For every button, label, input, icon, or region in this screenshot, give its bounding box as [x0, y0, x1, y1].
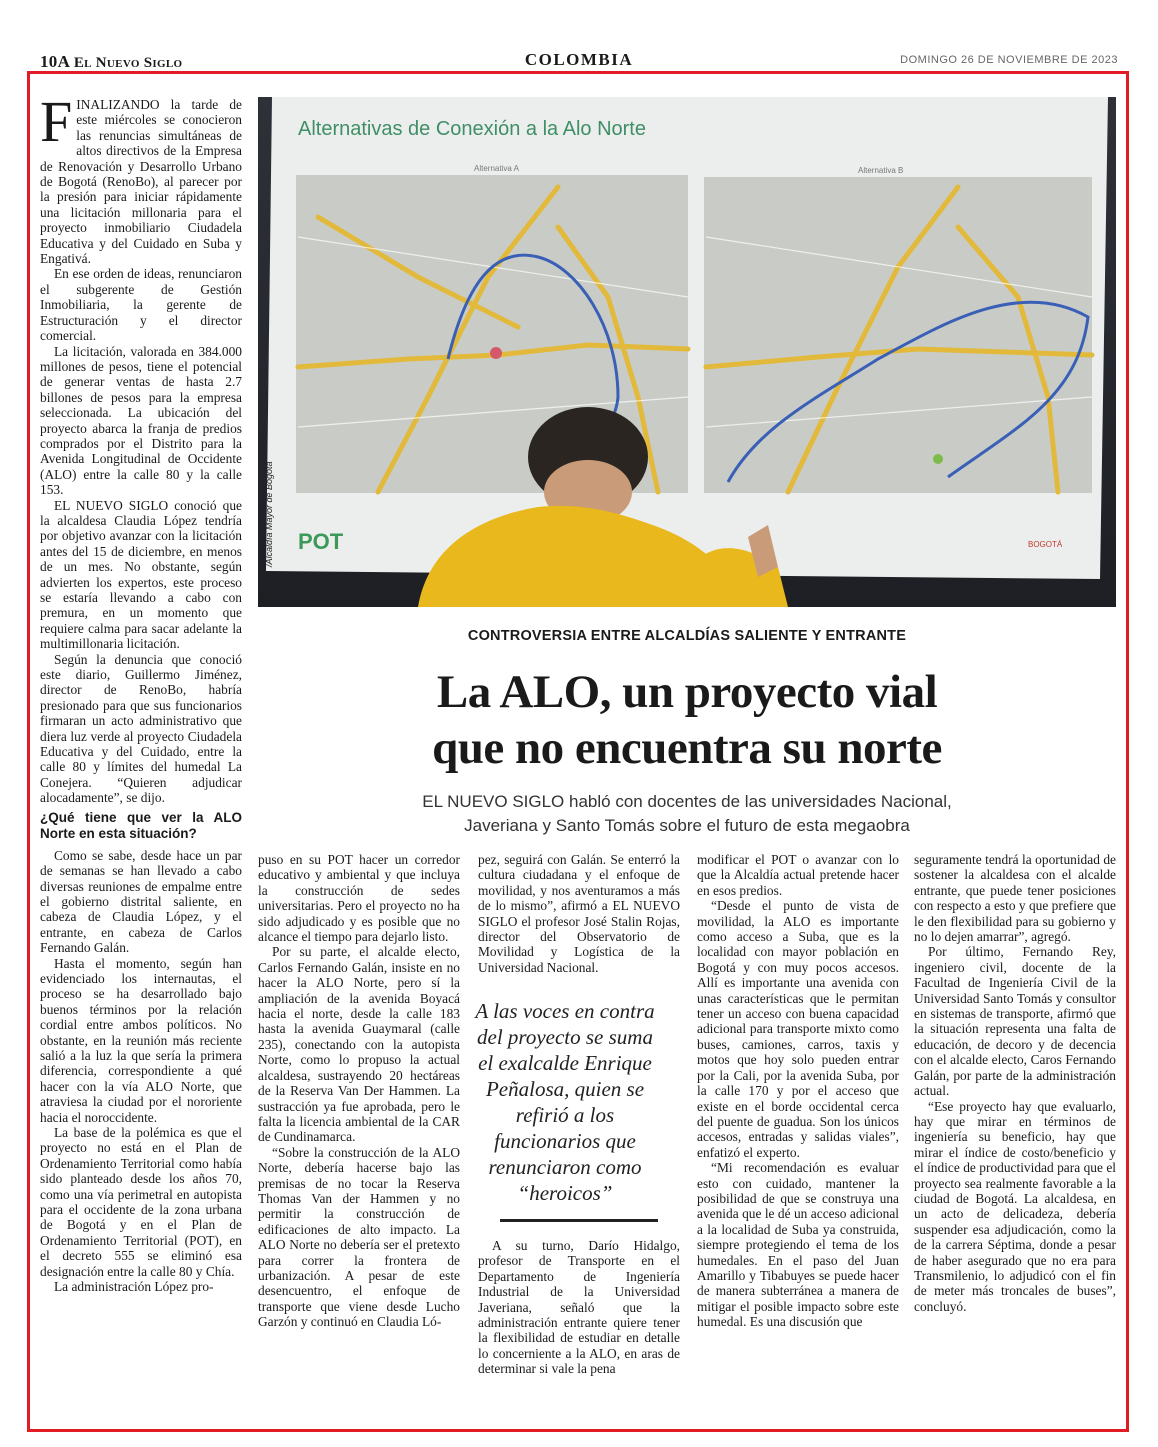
pull-quote-rule — [500, 1219, 658, 1222]
article-column-3 — [478, 852, 680, 975]
body-paragraph: Por último, Fernando Rey, ingeniero civil, docente de la Facultad de Ingeniería Civil de la Universidad Santo Tomás y consultor en sistemas de transporte, afirmó que la situación representa una falta de educación, de decoro y de decencia con el alcalde electo, Caros Fernando Galán, por parte de la administración actual. — [914, 944, 1116, 1099]
body-paragraph: A su turno, Darío Hidalgo, profesor de Transporte en el Departamento de Ingeniería Industrial de la Universidad Javeriana, señaló que la administración entrante quiere tener la flexibilidad de estudiar en detalle lo concerniente a la ALO, en aras de determinar si vale la pena — [478, 1238, 680, 1377]
headline-line-1: La ALO, un proyecto vial — [436, 666, 938, 718]
newspaper-name: El Nuevo Siglo — [73, 55, 183, 71]
pot-logo: POT — [298, 529, 344, 554]
body-paragraph: “Desde el punto de vista de movilidad, la ALO es importante como acceso a Suba, que es la localidad con mayor población en Bogotá y con muy pocos accesos. Allí es importante una avenida con unas características que le permitan tener un acceso con buena capacidad adicional para transporte mixto como buses, camiones, carros, taxis y motos que hoy solo pueden entrar por la Cali, por la avenida Suba, por la calle 170 y por el acceso que existe en el borde occidental cerca del puente de guadua. Son los únicos accesos, entradas y salidas viales”, enfatizó el experto. — [697, 898, 899, 1160]
pull-quote: A las voces en contra del proyecto se suma el exalcalde Enrique Peñalosa, quien se refirió a los funcionarios que renunciaron como “heroicos” — [475, 999, 655, 1205]
body-paragraph: pez, seguirá con Galán. Se enterró la cultura ciudadana y el enfoque de movilidad, y nos aventuramos a más de lo mismo”, afirmó a EL NUEVO SIGLO el profesor José Stalin Rojas, director del Observatorio de Movilidad y Logística de la Universidad Nacional. — [478, 852, 680, 975]
article-column-3-lower — [478, 1238, 680, 1377]
body-paragraph: “Sobre la construcción de la ALO Norte, debería hacerse bajo las premisas de no tocar la Reserva Thomas Van der Hammen y no permitir la construcción de edificaciones de alto impacto. La ALO Norte no debería ser el pretexto para correr la frontera de urbanización. A pesar de este desencuentro, el enfoque de transporte que viene desde Lucho Garzón y continuó en Claudia Ló- — [258, 1144, 460, 1330]
headline-line-2: que no encuentra su norte — [432, 722, 942, 774]
body-paragraph: Según la denuncia que conoció este diario, Guillermo Jiménez, director de RenoBo, habría presionado para que sus funcionarios firmaran un acto administrativo que diera luz verde al proyecto Ciudadela Educativa y del Cuidado, entre la calle 80 y límites del humedal La Conejera. “Quieren adjudicar alocadamente”, se dijo. — [40, 651, 242, 806]
panel-a-label: Alternativa A — [474, 164, 519, 173]
drop-cap: F — [40, 89, 73, 154]
article-column-4 — [697, 852, 899, 1330]
photo-credit: /Alcaldía Mayor de Bogotá — [264, 461, 274, 567]
deck-line-2: Javeriana y Santo Tomás sobre el futuro de esta megaobra — [464, 816, 910, 835]
map-presentation-photo — [258, 97, 1116, 607]
body-paragraph: “Ese proyecto hay que evaluarlo, hay que mirar en términos de ingeniería su beneficio, hay que mirar el índice de costo/beneficio y el índice de productividad para que el proyecto sea realmente favorable a la ciudad de Bogotá. La alcaldesa, en un acto de delicadeza, debería suspender esa adjudicación, como la de la carrera Séptima, donde a pesar de haber asegurado que no era para Transmilenio, lo adjudicó con el fin de meter más troncales de buses”, concluyó. — [914, 1098, 1116, 1314]
article-deck — [258, 790, 1116, 838]
body-paragraph: Hasta el momento, según han evidenciado los internautas, el proceso se ha desarrollado bajo buenos términos por la relación cordial entre ambos políticos. No obstante, en la reunión más reciente salió a la luz la que sería la primera diferencia, correspondiente a qué hacer con la vía ALO Norte, que atraviesa la ciudad por el nororiente hacia el noroccidente. — [40, 955, 242, 1125]
article-kicker: CONTROVERSIA ENTRE ALCALDÍAS SALIENTE Y ENTRANTE — [467, 628, 907, 644]
issue-date: DOMINGO 26 DE NOVIEMBRE DE 2023 — [900, 54, 1118, 66]
page-header — [40, 52, 1118, 72]
header-rule — [40, 71, 1118, 72]
body-paragraph: La licitación, valorada en 384.000 millones de pesos, tiene el potencial de generar ventas de hasta 2.7 billones de pesos para la empresa seleccionada. La ubicación del proyecto abarca la franja de predios comprados por el Distrito para la Avenida Longitudinal de Occidente (ALO) entre la calle 80 y la calle 153. — [40, 343, 242, 498]
body-paragraph: puso en su POT hacer un corredor educativo y ambiental y que incluya la construcción de sedes universitarias. Pero el proyecto no ha sido adjudicado y es posible que no alcance el tiempo para dejarlo listo. — [258, 852, 460, 945]
body-paragraph: modificar el POT o avanzar con lo que la Alcaldía actual pretende hacer en esos predios. — [697, 852, 899, 898]
body-paragraph: “Mi recomendación es evaluar esto con cuidado, mantener la posibilidad de que se construya una avenida que le dé un acceso adicional a la localidad de Suba ya construida, siempre protegiendo el tema de los humedales. En el paso del Juan Amarillo y Tibabuyes se puede hacer de manera subterránea a manera de mitigar el posible impacto sobre este humedal. Es una discusión que — [697, 1160, 899, 1330]
body-paragraph: Como se sabe, desde hace un par de semanas se han llevado a cabo diversas reuniones de empalme entre el gobierno distrital saliente, en cabeza de Claudia López, y el entrante, en cabeza de Carlos Fernando Galán. — [40, 847, 242, 956]
article-column-5 — [914, 852, 1116, 1314]
slide-title: Alternativas de Conexión a la Alo Norte — [298, 118, 646, 140]
section-name: COLOMBIA — [524, 50, 634, 69]
article-column-2 — [258, 852, 460, 1330]
body-paragraph: La administración López pro- — [54, 1279, 214, 1295]
subheading: ¿Qué tiene que ver la ALO Norte en esta situación? — [40, 809, 242, 841]
article-headline — [258, 664, 1116, 776]
panel-b-label: Alternativa B — [858, 166, 904, 175]
deck-line-1: EL NUEVO SIGLO habló con docentes de las universidades Nacional, — [422, 792, 952, 811]
body-paragraph: En ese orden de ideas, renunciaron el subgerente de Gestión Inmobiliaria, la gerente de Estructuración y el director comercial. — [40, 266, 242, 344]
body-paragraph: seguramente tendrá la oportunidad de sostener la alcaldesa con el alcalde entrante, que puede tener posiciones con respecto a esto y que prefiere que le den flexibilidad para su gobierno y no lo dejen amarrar”, agregó. — [914, 852, 1116, 945]
body-paragraph: EL NUEVO SIGLO conoció que la alcaldesa Claudia López tendría por objetivo avanzar con la licitación antes del 15 de diciembre, en menos de un mes. No obstante, según advierten los expertos, este proceso se estaría llevando a cabo con premura, en un momento que requiere calma para sacar adelante la multimillonaria licitación. — [40, 497, 242, 652]
article-column-1 — [40, 89, 242, 1295]
page-number: 10A — [40, 52, 70, 71]
body-paragraph: Por su parte, el alcalde electo, Carlos Fernando Galán, insiste en no hacer la ALO Norte, pero sí la ampliación de la avenida Boyacá hacia el norte, desde la calle 183 hasta la avenida Guaymaral (calle 235), conectando con la autopista Norte, como lo propuso la actual alcaldesa, sustrayendo 20 hectáreas de la Reserva Van Der Hammen. La sustracción ya fue aprobada, pero le falta la licencia ambiental de la CAR de Cundinamarca. — [258, 944, 460, 1145]
article-photo — [258, 97, 1116, 607]
lead-paragraph: FINALIZANDO la tarde de este miércoles se conocieron las renuncias simultáneas de altos directivos de la Empresa de Renovación y Desarrollo Urbano de Bogotá (RenoBo), al parecer por la presión para iniciar rápidamente una licitación millonaria para el proyecto inmobiliario Ciudadela Educativa y del Cuidado en Suba y Engativá. — [40, 89, 242, 267]
body-paragraph: La base de la polémica es que el proyecto no está en el Plan de Ordenamiento Territorial como había sido planteado desde los años 70, como una vía perimetral en autopista para el occidente de la zona urbana de Bogotá y en el Plan de Ordenamiento Territorial (POT), en el decreto 555 se eliminó esa designación entre la calle 80 y Chía. — [40, 1125, 242, 1279]
bogota-logo: BOGOTÁ — [1028, 540, 1063, 549]
